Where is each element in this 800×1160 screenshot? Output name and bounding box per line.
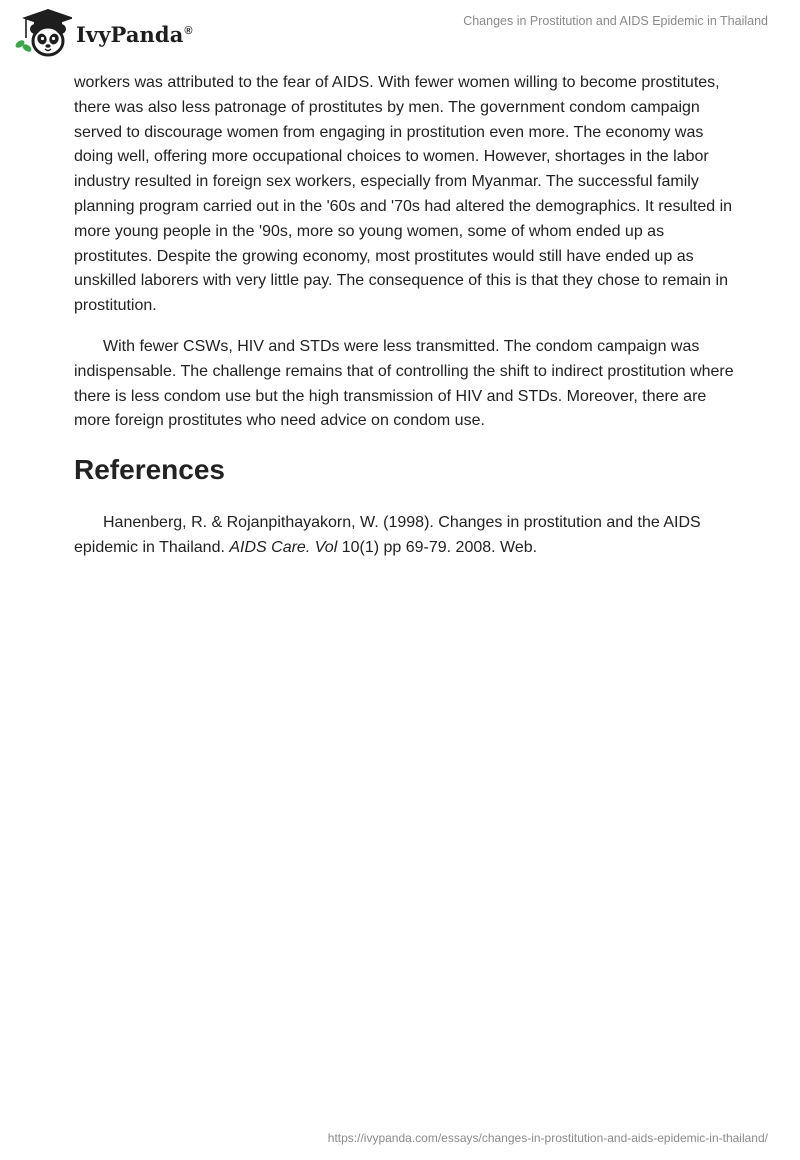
running-title: Changes in Prostitution and AIDS Epidemic in Thailand [463,14,768,28]
reference-entry [74,511,734,561]
reference-details: 10(1) pp 69-79. 2008. Web. [337,538,538,556]
logo-wordmark: IvyPanda® [76,21,193,47]
page-header [0,0,800,70]
reference-journal: AIDS Care. Vol [229,538,338,556]
ivypanda-logo[interactable] [14,8,193,58]
paragraph: With fewer CSWs, HIV and STDs were less transmitted. The condom campaign was indispensable. The challenge remains that of controlling the shift to indirect prostitution where there is less condom use but the high transmission of HIV and STDs. Moreover, there are more foreign prostitutes who need advice on condom use. [74,337,734,430]
document-body [74,71,734,561]
references-heading: References [74,454,225,486]
source-url[interactable]: https://ivypanda.com/essays/changes-in-prostitution-and-aids-epidemic-in-thailand/ [327,1131,768,1145]
reference-text: Hanenberg, R. & Rojanpithayakorn, W. (1998). Changes in prostitution and the AIDS epidemic in Thailand. [74,514,701,556]
registered-mark: ® [184,24,193,37]
paragraph: workers was attributed to the fear of AIDS. With fewer women willing to become prostitutes, there was also less patronage of prostitutes by men. The government condom campaign served to discourage women from engaging in prostitution even more. The economy was doing well, offering more occupational choices to women. However, shortages in the labor industry resulted in foreign sex workers, especially from Myanmar. The successful family planning program carried out in the '60s and '70s had altered the demographics. It resulted in more young people in the '90s, more so young women, some of whom ended up as prostitutes. Despite the growing economy, most prostitutes would still have ended up as unskilled laborers with very little pay. The consequence of this is that they chose to remain in prostitution. [74,74,733,315]
panda-graduate-icon [14,8,72,58]
